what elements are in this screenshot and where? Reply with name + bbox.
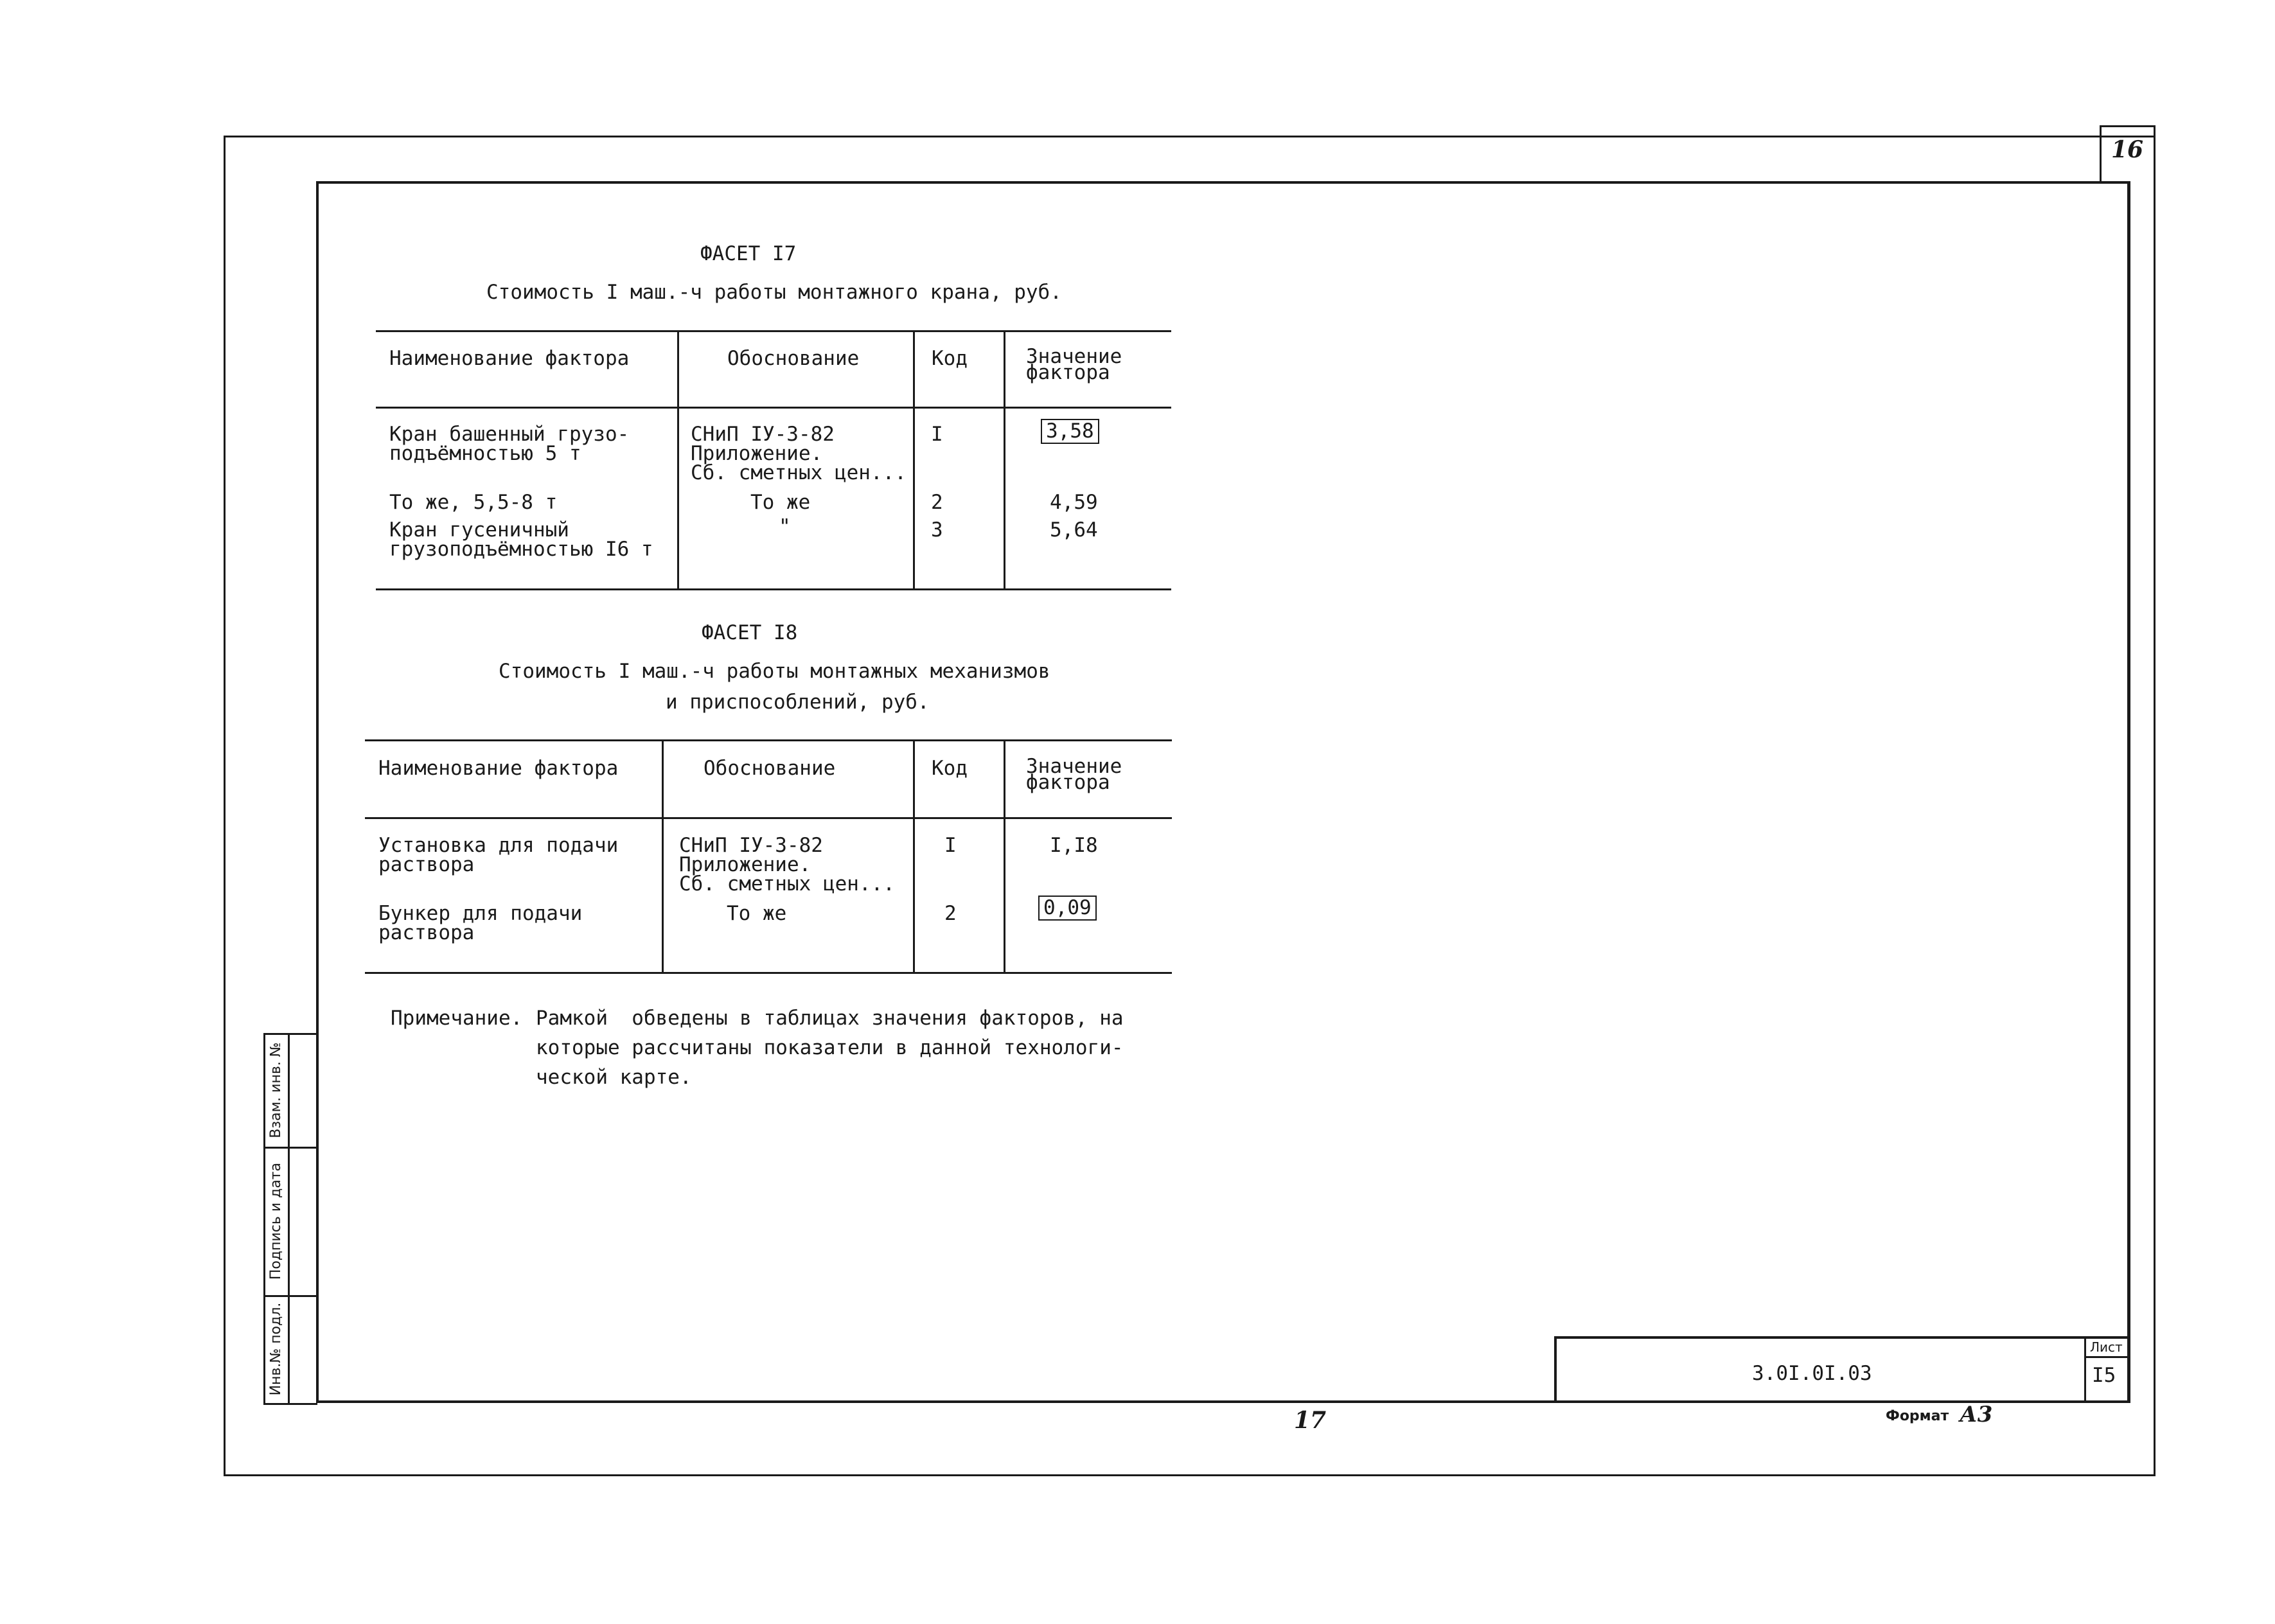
row-factor: Кран гусеничный грузоподъёмностью I6 т — [389, 518, 653, 561]
handwritten-page-number: 17 — [1294, 1407, 1327, 1434]
header-value: Значение фактора — [1026, 755, 1122, 794]
row-code: I — [931, 423, 943, 446]
note-line3: ческой карте. — [536, 1066, 692, 1089]
row-value: 4,59 — [1050, 491, 1098, 514]
inner-frame-right — [2127, 181, 2130, 1403]
row-basis: То же — [750, 491, 811, 514]
outer-frame-top — [224, 136, 2155, 137]
table-rule — [376, 588, 1171, 590]
table-divider — [1004, 330, 1005, 590]
header-basis: Обоснование — [704, 757, 836, 780]
note-line1: Рамкой обведены в таблицах значения факторов, на — [536, 1007, 1124, 1030]
table-rule — [365, 972, 1172, 974]
facet18-title: ФАСЕТ I8 — [702, 621, 798, 644]
facet17-subtitle: Стоимость I маш.-ч работы монтажного крана, руб. — [486, 281, 1062, 304]
header-code: Код — [932, 347, 968, 370]
stamp-inv-no-orig: Инв.№ подл. — [268, 1302, 284, 1396]
row-code: 2 — [931, 491, 943, 514]
table-rule — [376, 330, 1171, 332]
sheet-number: I5 — [2092, 1364, 2116, 1387]
table-divider — [913, 739, 915, 973]
corner-page-number: 16 — [2111, 136, 2144, 163]
stamp-replace-inv: Взам. инв. № — [268, 1042, 284, 1138]
sheet-label: Лист — [2090, 1339, 2123, 1355]
outer-frame-bottom — [224, 1474, 2155, 1476]
header-value: Значение фактора — [1026, 345, 1122, 384]
title-block-rule — [2084, 1336, 2086, 1403]
outer-frame-left — [224, 136, 226, 1476]
stamp-rule — [263, 1403, 317, 1405]
stamp-rule — [263, 1033, 265, 1404]
header-factor: Наименование фактора — [378, 757, 619, 780]
row-factor: Установка для подачи раствора — [378, 834, 619, 876]
table-rule — [365, 739, 1172, 741]
row-value: 5,64 — [1050, 518, 1098, 542]
facet18-subtitle-line1: Стоимость I маш.-ч работы монтажных механизмов — [499, 660, 1050, 683]
row-value-boxed: 3,58 — [1041, 419, 1099, 444]
inner-frame-top — [316, 181, 2130, 184]
title-block-rule — [2084, 1356, 2129, 1358]
stamp-rule — [288, 1033, 290, 1404]
inner-frame-bottom — [316, 1400, 2130, 1403]
header-factor: Наименование фактора — [389, 347, 630, 370]
stamp-rule — [263, 1033, 317, 1035]
corner-box-top — [2100, 125, 2155, 127]
outer-frame-right — [2154, 125, 2155, 1476]
row-factor: Кран башенный грузо- подъёмностью 5 т — [389, 423, 630, 465]
row-basis: " — [779, 515, 791, 538]
table-divider — [662, 739, 664, 973]
facet17-title: ФАСЕТ I7 — [700, 242, 797, 265]
row-basis: То же — [727, 902, 787, 925]
table-divider — [677, 330, 679, 590]
row-basis: СНиП IУ-3-82 Приложение. Сб. сметных цен... — [679, 834, 895, 896]
row-code: 3 — [931, 518, 943, 542]
row-value-boxed: 0,09 — [1038, 896, 1097, 921]
title-block-rule — [1555, 1336, 2130, 1339]
title-block-rule — [1554, 1336, 1557, 1403]
row-code: 2 — [944, 902, 957, 925]
facet18-subtitle-line2: и приспособлений, руб. — [666, 691, 930, 714]
row-value: I,I8 — [1050, 834, 1098, 857]
table-rule — [365, 817, 1172, 819]
stamp-signature-date: Подпись и дата — [268, 1162, 284, 1280]
row-code: I — [944, 834, 957, 857]
header-basis: Обоснование — [727, 347, 860, 370]
inner-frame-left — [316, 181, 319, 1403]
format-value: А3 — [1960, 1402, 1993, 1427]
note-line2: которые рассчитаны показатели в данной технологи- — [536, 1036, 1124, 1059]
row-basis: СНиП IУ-3-82 Приложение. Сб. сметных цен... — [691, 423, 907, 484]
note-label: Примечание. — [391, 1007, 523, 1030]
table-rule — [376, 407, 1171, 409]
document-code: 3.0I.0I.03 — [1752, 1362, 1872, 1385]
stamp-rule — [263, 1295, 317, 1297]
corner-box-left — [2100, 125, 2102, 182]
row-factor: То же, 5,5-8 т — [389, 491, 558, 514]
header-code: Код — [932, 757, 968, 780]
row-factor: Бункер для подачи раствора — [378, 902, 583, 944]
table-divider — [1004, 739, 1005, 973]
table-divider — [913, 330, 915, 590]
format-label: Формат — [1886, 1408, 1949, 1424]
